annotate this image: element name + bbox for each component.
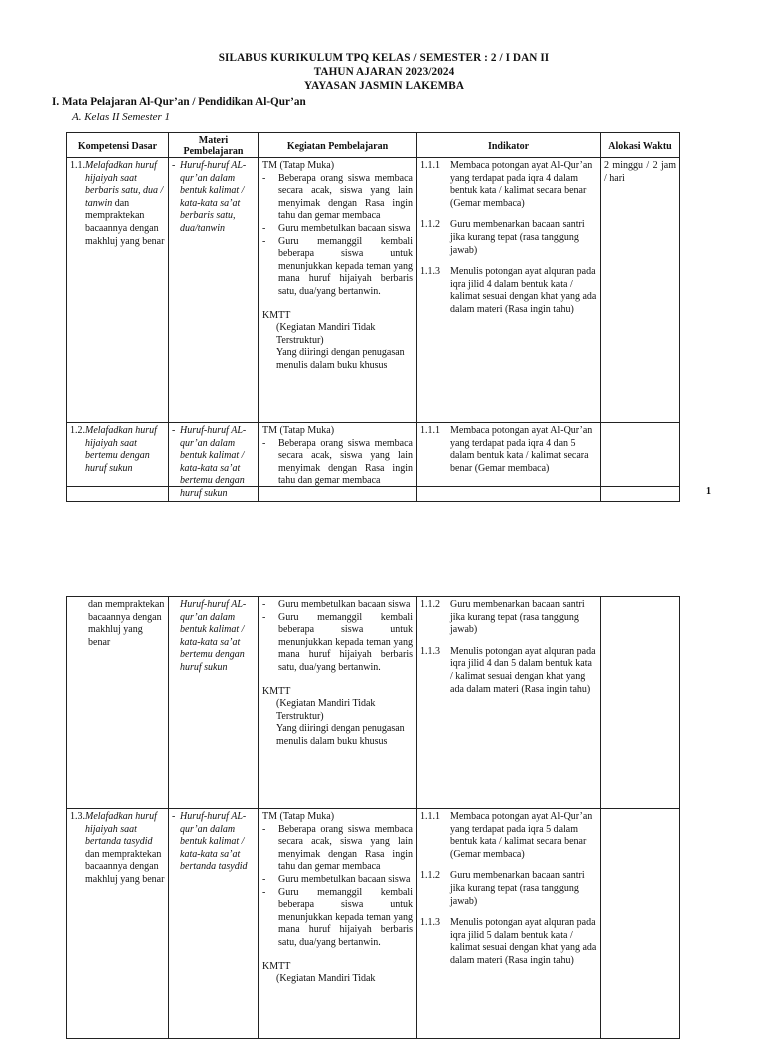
indicator-text: Membaca potongan ayat Al-Qur’an yang terdapat pada iqra 4 dan 5 dalam bentuk kata / kalimat secara benar (Gemar membaca) (450, 425, 593, 474)
list-item (420, 646, 597, 696)
kompetensi-cell (67, 597, 169, 809)
indikator-cell (417, 158, 601, 423)
indikator-cell (417, 809, 601, 1039)
page-number: 1 (706, 486, 711, 497)
column-header-materi: Materi Pembelajaran (169, 133, 259, 158)
materi-text: Huruf-huruf AL-qur’an dalam bentuk kalimat / kata-kata sa’at bertemu dengan huruf sukun (180, 425, 247, 499)
kmtt-subtitle: (Kegiatan Mandiri Tidak Terstruktur) (276, 322, 376, 346)
list-item (420, 266, 597, 316)
kegiatan-cell (259, 158, 417, 423)
kmtt-subtitle: (Kegiatan Mandiri Tidak (276, 973, 376, 985)
tm-heading: TM (Tatap Muka) (262, 425, 335, 436)
section-heading: I. Mata Pelajaran Al-Qur’an / Pendidikan Al-Qur’an (52, 96, 306, 108)
list-item: - Beberapa orang siswa membaca secara acak, siswa yang lain menyimak dengan Rasa ingin tahu dan gemar membaca (262, 823, 413, 873)
kegiatan-cell (259, 597, 417, 809)
tm-heading: TM (Tatap Muka) (262, 811, 335, 822)
syllabus-table (66, 132, 680, 502)
list-item (420, 811, 597, 861)
indicator-number: 1.1.1 (420, 811, 440, 822)
kompetensi-plain: dan mempraktekan bacaannya dengan makhluj yang benar (88, 599, 165, 648)
alokasi-cell (601, 809, 680, 1039)
kmtt-heading: KMTT (262, 685, 291, 697)
column-header-kompetensi: Kompetensi Dasar (67, 133, 169, 158)
time-allocation: 2 minggu / 2 jam / hari (604, 160, 676, 184)
indicator-number: 1.1.2 (420, 870, 440, 882)
kmtt-heading: KMTT (262, 960, 291, 972)
syllabus-table-clip-2 (60, 594, 690, 1024)
list-item: - Guru memanggil kembali beberapa siswa untuk menunjukkan kepada teman yang mana huruf hijaiyah berbaris satu, dua/yang bertanwin. (262, 886, 413, 948)
foundation-name: YAYASAN JASMIN LAKEMBA (303, 80, 465, 92)
kompetensi-plain: dan mempraktekan bacaannya dengan makhluj yang benar (85, 848, 165, 885)
materi-cell (169, 597, 259, 809)
dash-marker: - (172, 811, 176, 822)
table-row (67, 423, 680, 502)
activity-text: Guru memanggil kembali beberapa siswa untuk menunjukkan kepada teman yang mana huruf hijaiyah berbaris satu, dua/yang bertanwin. (278, 886, 413, 948)
indicator-number: 1.1.2 (420, 599, 440, 610)
tm-heading: TM (Tatap Muka) (262, 160, 335, 171)
kompetensi-number: 1.2. (70, 425, 85, 436)
dash-marker: - (172, 160, 176, 171)
list-item: - Beberapa orang siswa membaca secara acak, siswa yang lain menyimak dengan Rasa ingin tahu dan gemar membaca (262, 172, 413, 222)
kegiatan-cell (259, 423, 417, 502)
alokasi-cell (601, 597, 680, 809)
list-item: - Guru memanggil kembali beberapa siswa untuk menunjukkan kepada teman yang mana huruf hijaiyah berbaris satu, dua/yang bertanwin. (262, 611, 413, 673)
syllabus-table-continued (66, 596, 680, 1039)
indicator-number: 1.1.3 (420, 266, 440, 278)
indicator-text: Guru membenarkan bacaan santri jika kurang tepat (rasa tanggung jawab) (450, 870, 585, 907)
kmtt-heading: KMTT (262, 309, 291, 321)
list-item: - Guru membetulkan bacaan siswa (262, 873, 411, 885)
kompetensi-number: 1.3. (70, 811, 85, 822)
indicator-number: 1.1.3 (420, 917, 440, 929)
alokasi-cell (601, 423, 680, 502)
kompetensi-italic: Melafadkan huruf hijaiyah saat bertanda tasydid (85, 811, 157, 848)
document-title: SILABUS KURIKULUM TPQ KELAS / SEMESTER : 2 / I DAN II (218, 52, 550, 64)
column-header-indikator: Indikator (417, 133, 601, 158)
activity-text: Beberapa orang siswa membaca secara acak, siswa yang lain menyimak dengan Rasa ingin tahu dan gemar membaca (278, 823, 413, 873)
indicator-text: Guru membenarkan bacaan santri jika kurang tepat (rasa tanggung jawab) (450, 219, 585, 256)
kompetensi-cell (67, 809, 169, 1039)
indicator-text: Membaca potongan ayat Al-Qur’an yang terdapat pada iqra 4 dalam bentuk kata / kalimat secara benar (Gemar membaca) (450, 160, 593, 209)
indicator-text: Menulis potongan ayat alquran pada iqra jilid 5 dalam bentuk kata / kalimat sesuai dengan khat yang ada dalam materi (Rasa ingin tahu) (450, 917, 597, 966)
materi-text: Huruf-huruf AL-qur’an dalam bentuk kalimat / kata-kata sa’at bertanda tasydid (180, 811, 248, 873)
list-item (420, 917, 597, 967)
kompetensi-plain: dan mempraktekan bacaannya dengan makhluj yang benar (85, 197, 165, 247)
list-item: - Guru membetulkan bacaan siswa (262, 599, 411, 610)
alokasi-cell (601, 158, 680, 423)
list-item (420, 599, 597, 637)
activity-text: Guru memanggil kembali beberapa siswa untuk menunjukkan kepada teman yang mana huruf hijaiyah berbaris satu, dua/yang bertanwin. (278, 611, 413, 673)
indicator-text: Menulis potongan ayat alquran pada iqra jilid 4 dalam bentuk kata / kalimat sesuai dengan khat yang ada dalam materi (Rasa ingin tahu) (450, 266, 597, 315)
list-item: - Guru membetulkan bacaan siswa (262, 222, 411, 234)
indicator-number: 1.1.3 (420, 645, 440, 657)
indikator-cell (417, 597, 601, 809)
indicator-text: Guru membenarkan bacaan santri jika kurang tepat (rasa tanggung jawab) (450, 599, 585, 636)
kmtt-subtitle: (Kegiatan Mandiri Tidak Terstruktur) (276, 698, 376, 722)
kompetensi-cell (67, 158, 169, 423)
table-row (67, 597, 680, 809)
list-item: - Guru memanggil kembali beberapa siswa untuk menunjukkan kepada teman yang mana huruf hijaiyah berbaris satu, dua/yang bertanwin. (262, 235, 413, 297)
kompetensi-italic: Melafadkan huruf hijaiyah saat berbaris satu, dua / tanwin (85, 160, 164, 209)
list-item (420, 160, 597, 210)
table-bottom-border (66, 486, 680, 487)
table-row (67, 809, 680, 1039)
kegiatan-cell (259, 809, 417, 1039)
indicator-text: Menulis potongan ayat alquran pada iqra jilid 4 dan 5 dalam bentuk kata / kalimat sesuai dengan khat yang ada dalam materi (Rasa ingin tahu) (450, 645, 596, 695)
class-semester-heading: A. Kelas II Semester 1 (72, 111, 171, 123)
indicator-number: 1.1.1 (420, 425, 440, 436)
materi-text: Huruf-huruf AL-qur’an dalam bentuk kalimat / kata-kata sa’at berbaris satu, dua/tanwin (180, 160, 247, 234)
table-header-row (67, 133, 680, 158)
kompetensi-italic: Melafadkan huruf hijaiyah saat bertemu dengan huruf sukun (85, 425, 157, 474)
activity-text: Guru membetulkan bacaan siswa (278, 873, 411, 885)
dash-marker: - (172, 425, 176, 436)
kmtt-text: Yang diiringi dengan penugasan menulis dalam buku khusus (276, 347, 405, 371)
kmtt-text: Yang diiringi dengan penugasan menulis dalam buku khusus (276, 723, 405, 747)
indicator-text: Membaca potongan ayat Al-Qur’an yang terdapat pada iqra 5 dalam bentuk kata / kalimat secara benar (Gemar membaca) (450, 811, 593, 860)
materi-cell (169, 158, 259, 423)
activity-text: Guru memanggil kembali beberapa siswa untuk menunjukkan kepada teman yang mana huruf hijaiyah berbaris satu, dua/yang bertanwin. (278, 235, 413, 297)
activity-text: Guru membetulkan bacaan siswa (278, 599, 411, 610)
activity-text: Beberapa orang siswa membaca secara acak, siswa yang lain menyimak dengan Rasa ingin tahu dan gemar membaca (278, 437, 413, 487)
list-item (420, 425, 597, 475)
list-item (420, 870, 597, 908)
kompetensi-number: 1.1. (70, 160, 85, 171)
academic-year: TAHUN AJARAN 2023/2024 (313, 66, 455, 78)
syllabus-table-clip-1 (60, 128, 690, 499)
activity-text: Beberapa orang siswa membaca secara acak, siswa yang lain menyimak dengan Rasa ingin tahu dan gemar membaca (278, 172, 413, 222)
materi-cell (169, 423, 259, 502)
indikator-cell (417, 423, 601, 502)
indicator-number: 1.1.2 (420, 219, 440, 231)
indicator-number: 1.1.1 (420, 160, 440, 171)
materi-cell (169, 809, 259, 1039)
column-header-kegiatan: Kegiatan Pembelajaran (259, 133, 417, 158)
list-item (420, 219, 597, 257)
list-item: - Beberapa orang siswa membaca secara acak, siswa yang lain menyimak dengan Rasa ingin tahu dan gemar membaca (262, 437, 413, 487)
materi-text: Huruf-huruf AL-qur’an dalam bentuk kalimat / kata-kata sa’at bertemu dengan huruf sukun (180, 599, 247, 673)
table-row (67, 158, 680, 423)
column-header-alokasi: Alokasi Waktu (601, 133, 680, 158)
page-1 (0, 0, 768, 505)
activity-text: Guru membetulkan bacaan siswa (278, 222, 411, 234)
kompetensi-cell (67, 423, 169, 502)
